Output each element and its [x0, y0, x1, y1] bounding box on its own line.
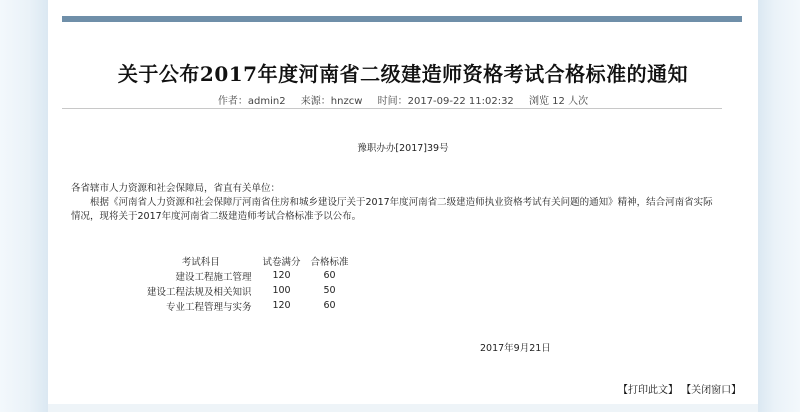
table-cell-pass-score: 50: [323, 285, 336, 296]
col-header-subject: 考试科目: [181, 256, 220, 268]
table-cell-subject: 专业工程管理与实务: [166, 301, 252, 313]
table-cell-subject: 建设工程施工管理: [175, 271, 252, 283]
recipient-line: 各省辖市人力资源和社会保障局，省直有关单位：: [71, 183, 281, 194]
table-cell-pass-score: 60: [323, 300, 336, 311]
table-header-row: [144, 253, 354, 268]
meta-source: 来源：hnzcw: [300, 96, 363, 107]
article-date: 2017年9月21日: [480, 343, 551, 354]
table-cell-full-score: 100: [272, 285, 291, 296]
title-divider: [62, 108, 722, 109]
bottom-edge: [48, 404, 758, 412]
article-body: [71, 182, 721, 224]
footer-actions: [618, 381, 741, 396]
col-header-pass-score: 合格标准: [310, 256, 349, 268]
article-title: 关于公布2017年度河南省二级建造师资格考试合格标准的通知: [117, 62, 689, 86]
article-meta: [48, 92, 758, 107]
table-cell-pass-score: 60: [323, 270, 336, 281]
close-window-link[interactable]: 【关闭窗口】: [681, 385, 742, 396]
header-strip: [62, 16, 742, 22]
table-row: [144, 283, 354, 298]
table-cell-subject: 建设工程法规及相关知识: [147, 286, 252, 298]
right-background-panel: [757, 0, 800, 412]
col-header-full-score: 试卷满分: [262, 256, 301, 268]
score-table: [144, 253, 354, 313]
body-paragraph: 根据《河南省人力资源和社会保障厅河南省住房和城乡建设厅关于2017年度河南省二级建造师执业资格考试有关问题的通知》精神，结合河南省实际情况，现将关于2017年度河南省二级建造师考试合格标准予以公布。: [71, 197, 713, 222]
table-row: [144, 268, 354, 283]
print-link[interactable]: 【打印此文】: [618, 385, 678, 396]
left-background-panel: [0, 0, 49, 412]
table-cell-full-score: 120: [272, 300, 291, 311]
table-cell-full-score: 120: [272, 270, 291, 281]
article-page: [48, 0, 758, 412]
document-number: 豫职办办[2017]39号: [357, 143, 449, 154]
meta-views: 浏览 12 人次: [529, 96, 589, 107]
meta-author: 作者：admin2: [217, 96, 286, 107]
meta-time: 时间：2017-09-22 11:02:32: [377, 96, 514, 107]
table-row: [144, 298, 354, 313]
